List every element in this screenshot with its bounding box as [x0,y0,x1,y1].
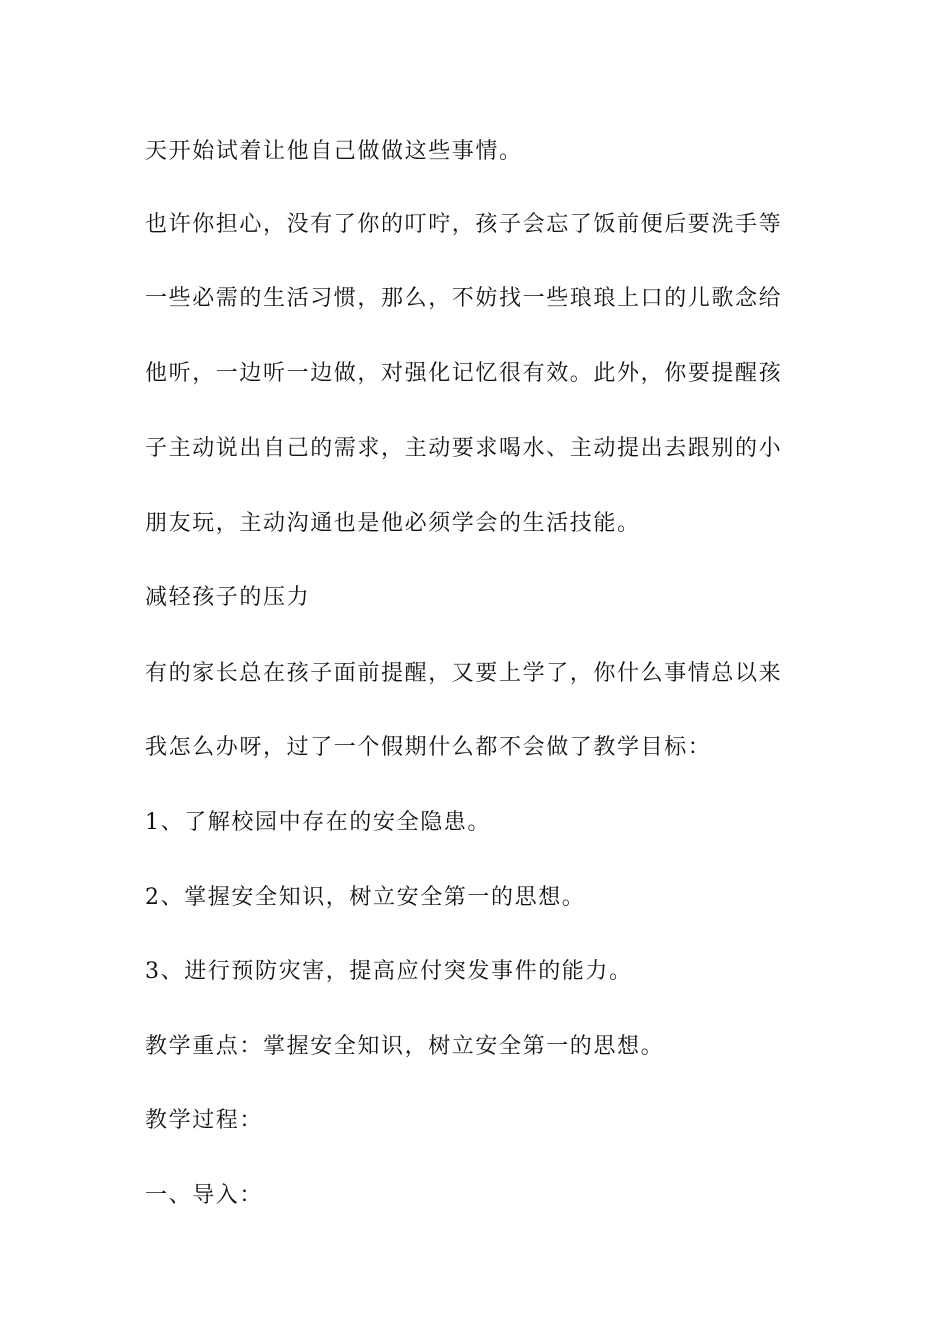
paragraph-line: 我怎么办呀，过了一个假期什么都不会做了教学目标： [145,735,712,760]
step-heading: 一、导入： [145,1183,264,1208]
paragraph-line: 有的家长总在孩子面前提醒，又要上学了，你什么事情总以来 [145,661,783,686]
paragraph-line: 天开始试着让他自己做做这些事情。 [145,139,523,164]
paragraph-line: 朋友玩，主动沟通也是他必须学会的生活技能。 [145,511,641,536]
objective-item: 1、了解校园中存在的安全隐患。 [145,810,491,835]
objective-item: 2、掌握安全知识，树立安全第一的思想。 [145,885,586,910]
paragraph-line: 他听，一边听一边做，对强化记忆很有效。此外，你要提醒孩 [145,361,783,386]
process-heading: 教学过程： [145,1108,264,1133]
objective-item: 3、进行预防灾害，提高应付突发事件的能力。 [145,959,633,984]
paragraph-line: 子主动说出自己的需求，主动要求喝水、主动提出去跟别的小 [145,436,783,461]
paragraph-line: 一些必需的生活习惯，那么，不妨找一些琅琅上口的儿歌念给 [145,286,783,311]
section-heading: 减轻孩子的压力 [145,585,311,610]
paragraph-line: 也许你担心，没有了你的叮咛，孩子会忘了饭前便后要洗手等 [145,212,783,237]
key-point-line: 教学重点：掌握安全知识，树立安全第一的思想。 [145,1034,665,1059]
